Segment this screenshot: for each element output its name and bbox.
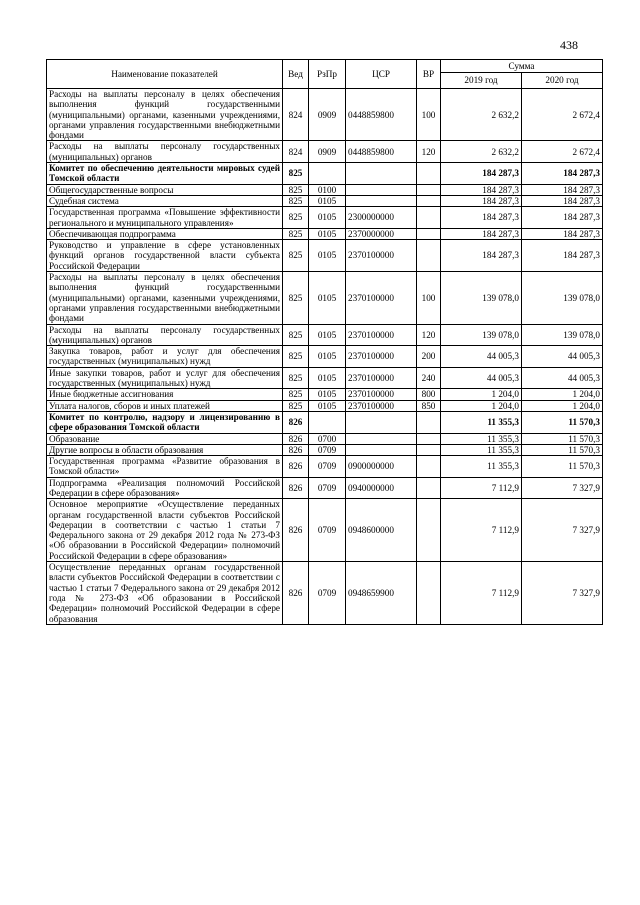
header-name: Наименование показателей: [47, 60, 283, 89]
row-sum-2019: 184 287,3: [441, 184, 522, 195]
table-row: [47, 456, 603, 478]
row-csr: 2300000000: [346, 207, 417, 229]
row-name: Расходы на выплаты персоналу в целях обеспечения выполнения функций государственными (муниципальными) органами, казенными учреждениями, органами управления государственными внебюджетными фондами: [47, 272, 283, 324]
row-csr: 2370100000: [346, 346, 417, 368]
row-ved: 825: [283, 207, 309, 229]
row-sum-2020: 11 570,3: [522, 456, 603, 478]
row-sum-2020: 7 327,9: [522, 477, 603, 499]
row-sum-2019: 184 287,3: [441, 240, 522, 272]
row-rzpr: 0105: [309, 400, 346, 411]
row-sum-2019: 1 204,0: [441, 389, 522, 400]
table-row: [47, 240, 603, 272]
table-row: [47, 499, 603, 562]
row-sum-2020: 11 570,3: [522, 411, 603, 433]
table-row: [47, 195, 603, 206]
table-row: [47, 272, 603, 324]
table-body: [47, 89, 603, 625]
row-sum-2019: 184 287,3: [441, 163, 522, 185]
header-year-2019: 2019 год: [441, 72, 522, 88]
row-vr: [417, 477, 441, 499]
row-sum-2019: 7 112,9: [441, 499, 522, 562]
row-vr: 240: [417, 367, 441, 389]
row-ved: 825: [283, 389, 309, 400]
row-csr: [346, 184, 417, 195]
row-vr: 200: [417, 346, 441, 368]
row-rzpr: 0709: [309, 477, 346, 499]
row-ved: 825: [283, 346, 309, 368]
row-name: Расходы на выплаты персоналу государственных (муниципальных) органов: [47, 141, 283, 163]
row-rzpr: 0909: [309, 89, 346, 141]
row-name: Закупка товаров, работ и услуг для обеспечения государственных (муниципальных) нужд: [47, 346, 283, 368]
row-sum-2019: 11 355,3: [441, 444, 522, 455]
row-sum-2020: 2 672,4: [522, 141, 603, 163]
row-vr: [417, 433, 441, 444]
row-csr: [346, 163, 417, 185]
row-rzpr: [309, 411, 346, 433]
table-header: [47, 60, 603, 89]
row-ved: 826: [283, 456, 309, 478]
row-csr: 2370100000: [346, 272, 417, 324]
row-sum-2020: 11 570,3: [522, 433, 603, 444]
row-vr: 120: [417, 324, 441, 346]
row-sum-2020: 184 287,3: [522, 207, 603, 229]
row-csr: 0448859800: [346, 89, 417, 141]
row-ved: 825: [283, 272, 309, 324]
row-vr: [417, 562, 441, 625]
header-csr: ЦСР: [346, 60, 417, 89]
row-sum-2020: 184 287,3: [522, 163, 603, 185]
row-sum-2019: 1 204,0: [441, 400, 522, 411]
row-vr: [417, 195, 441, 206]
table-row: [47, 389, 603, 400]
page-number: 438: [560, 38, 578, 52]
table-row: [47, 411, 603, 433]
row-sum-2019: 7 112,9: [441, 562, 522, 625]
row-rzpr: 0700: [309, 433, 346, 444]
row-name: Обеспечивающая подпрограмма: [47, 228, 283, 239]
row-sum-2019: 184 287,3: [441, 195, 522, 206]
row-csr: [346, 195, 417, 206]
row-sum-2020: 139 078,0: [522, 324, 603, 346]
row-name: Основное мероприятие «Осуществление переданных органам государственной власти субъектов Российской Федерации в соответствии с частью 1 статьи 7 Федерального закона от 29 декабря 2012 года № 273-ФЗ «Об образовании в Российской Федерации» полномочий Российской Федерации в сфере образования»: [47, 499, 283, 562]
row-rzpr: 0105: [309, 228, 346, 239]
header-year-2020: 2020 год: [522, 72, 603, 88]
row-sum-2020: 184 287,3: [522, 184, 603, 195]
row-sum-2019: 44 005,3: [441, 367, 522, 389]
row-sum-2019: 2 632,2: [441, 89, 522, 141]
row-csr: [346, 411, 417, 433]
row-ved: 826: [283, 562, 309, 625]
row-sum-2020: 11 570,3: [522, 444, 603, 455]
row-rzpr: 0909: [309, 141, 346, 163]
row-csr: 2370100000: [346, 367, 417, 389]
table-row: [47, 228, 603, 239]
row-sum-2019: 139 078,0: [441, 324, 522, 346]
header-rzpr: РзПр: [309, 60, 346, 89]
row-rzpr: 0105: [309, 240, 346, 272]
table-row: [47, 207, 603, 229]
row-vr: 800: [417, 389, 441, 400]
row-name: Комитет по обеспечению деятельности мировых судей Томской области: [47, 163, 283, 185]
row-csr: [346, 444, 417, 455]
row-name: Осуществление переданных органам государственной власти субъектов Российской Федерации в соответствии с частью 1 статьи 7 Федерального закона от 29 декабря 2012 года № 273-ФЗ «Об образовании в Российской Федерации» полномочий Российской Федерации в сфере образования: [47, 562, 283, 625]
row-ved: 825: [283, 400, 309, 411]
row-sum-2020: 2 672,4: [522, 89, 603, 141]
row-sum-2020: 184 287,3: [522, 195, 603, 206]
row-sum-2020: 7 327,9: [522, 499, 603, 562]
row-ved: 825: [283, 195, 309, 206]
row-name: Судебная система: [47, 195, 283, 206]
row-vr: 100: [417, 272, 441, 324]
row-name: Иные бюджетные ассигнования: [47, 389, 283, 400]
row-csr: 2370100000: [346, 324, 417, 346]
row-rzpr: 0105: [309, 346, 346, 368]
row-ved: 825: [283, 367, 309, 389]
row-sum-2019: 184 287,3: [441, 207, 522, 229]
row-csr: 0948659900: [346, 562, 417, 625]
row-sum-2020: 139 078,0: [522, 272, 603, 324]
row-rzpr: 0100: [309, 184, 346, 195]
table-row: [47, 400, 603, 411]
row-sum-2019: 11 355,3: [441, 456, 522, 478]
row-name: Руководство и управление в сфере установленных функций органов государственной власти субъекта Российской Федерации: [47, 240, 283, 272]
row-sum-2019: 7 112,9: [441, 477, 522, 499]
header-sum: Сумма: [441, 60, 603, 73]
row-vr: 100: [417, 89, 441, 141]
budget-table: [46, 59, 603, 625]
row-sum-2019: 11 355,3: [441, 411, 522, 433]
row-ved: 826: [283, 477, 309, 499]
row-vr: [417, 163, 441, 185]
table-row: [47, 367, 603, 389]
table-row: [47, 141, 603, 163]
row-name: Подпрограмма «Реализация полномочий Российской Федерации в сфере образования»: [47, 477, 283, 499]
table-row: [47, 163, 603, 185]
row-csr: 2370000000: [346, 228, 417, 239]
row-sum-2020: 184 287,3: [522, 240, 603, 272]
row-sum-2020: 7 327,9: [522, 562, 603, 625]
row-sum-2019: 44 005,3: [441, 346, 522, 368]
row-vr: [417, 207, 441, 229]
row-rzpr: 0105: [309, 272, 346, 324]
row-ved: 826: [283, 411, 309, 433]
row-name: Другие вопросы в области образования: [47, 444, 283, 455]
row-ved: 824: [283, 141, 309, 163]
row-ved: 826: [283, 444, 309, 455]
row-name: Государственная программа «Повышение эффективности регионального и муниципального управления»: [47, 207, 283, 229]
row-vr: [417, 228, 441, 239]
table-row: [47, 433, 603, 444]
row-name: Расходы на выплаты персоналу в целях обеспечения выполнения функций государственными (муниципальными) органами, казенными учреждениями, органами управления государственными внебюджетными фондами: [47, 89, 283, 141]
row-sum-2019: 139 078,0: [441, 272, 522, 324]
row-sum-2020: 184 287,3: [522, 228, 603, 239]
row-csr: 0940000000: [346, 477, 417, 499]
row-ved: 825: [283, 184, 309, 195]
row-name: Уплата налогов, сборов и иных платежей: [47, 400, 283, 411]
row-ved: 825: [283, 324, 309, 346]
row-name: Комитет по контролю, надзору и лицензированию в сфере образования Томской области: [47, 411, 283, 433]
row-vr: [417, 184, 441, 195]
row-csr: [346, 433, 417, 444]
row-name: Общегосударственные вопросы: [47, 184, 283, 195]
table-row: [47, 562, 603, 625]
row-vr: [417, 411, 441, 433]
row-ved: 826: [283, 499, 309, 562]
row-name: Государственная программа «Развитие образования в Томской области»: [47, 456, 283, 478]
table-row: [47, 477, 603, 499]
row-sum-2020: 44 005,3: [522, 346, 603, 368]
row-vr: [417, 444, 441, 455]
table-row: [47, 444, 603, 455]
header-ved: Вед: [283, 60, 309, 89]
header-vr: ВР: [417, 60, 441, 89]
row-name: Образование: [47, 433, 283, 444]
row-rzpr: 0105: [309, 389, 346, 400]
row-rzpr: 0709: [309, 456, 346, 478]
row-rzpr: 0709: [309, 444, 346, 455]
row-ved: 824: [283, 89, 309, 141]
row-vr: [417, 456, 441, 478]
row-rzpr: 0105: [309, 207, 346, 229]
row-csr: 2370100000: [346, 389, 417, 400]
row-rzpr: 0709: [309, 499, 346, 562]
table-row: [47, 184, 603, 195]
row-vr: 850: [417, 400, 441, 411]
row-csr: 0948600000: [346, 499, 417, 562]
row-sum-2019: 184 287,3: [441, 228, 522, 239]
row-csr: 2370100000: [346, 240, 417, 272]
row-ved: 825: [283, 240, 309, 272]
row-sum-2019: 11 355,3: [441, 433, 522, 444]
table-row: [47, 89, 603, 141]
row-rzpr: 0105: [309, 324, 346, 346]
row-csr: 0448859800: [346, 141, 417, 163]
row-sum-2020: 1 204,0: [522, 400, 603, 411]
row-vr: 120: [417, 141, 441, 163]
row-csr: 2370100000: [346, 400, 417, 411]
row-ved: 825: [283, 163, 309, 185]
table-row: [47, 346, 603, 368]
row-vr: [417, 240, 441, 272]
row-rzpr: 0105: [309, 367, 346, 389]
table-row: [47, 324, 603, 346]
row-csr: 0900000000: [346, 456, 417, 478]
row-ved: 825: [283, 228, 309, 239]
row-rzpr: 0105: [309, 195, 346, 206]
row-sum-2019: 2 632,2: [441, 141, 522, 163]
row-vr: [417, 499, 441, 562]
row-ved: 826: [283, 433, 309, 444]
row-rzpr: 0709: [309, 562, 346, 625]
row-rzpr: [309, 163, 346, 185]
row-sum-2020: 44 005,3: [522, 367, 603, 389]
row-sum-2020: 1 204,0: [522, 389, 603, 400]
row-name: Иные закупки товаров, работ и услуг для обеспечения государственных (муниципальных) нужд: [47, 367, 283, 389]
row-name: Расходы на выплаты персоналу государственных (муниципальных) органов: [47, 324, 283, 346]
